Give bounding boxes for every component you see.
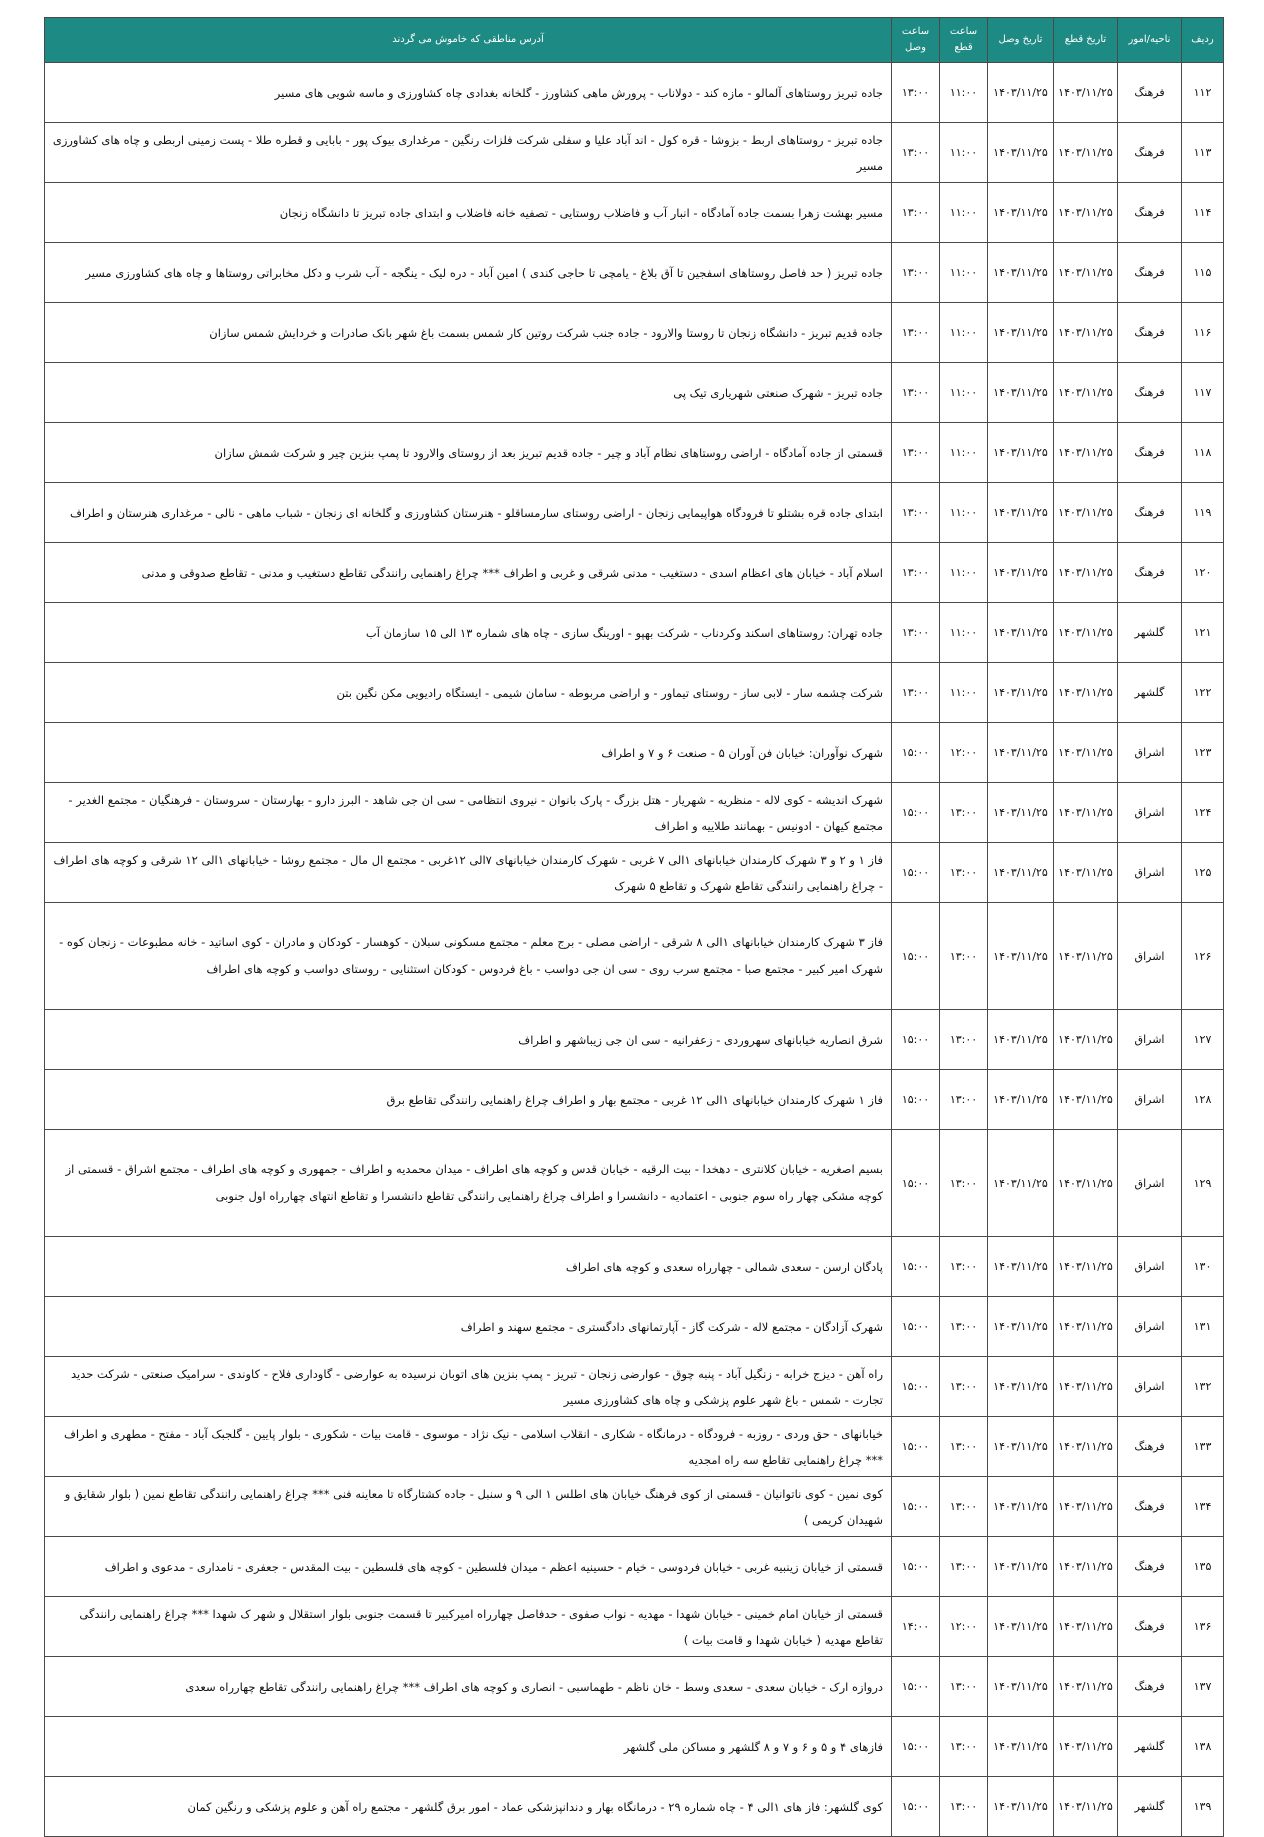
cell-district: فرهنگ [1118,63,1182,123]
cell-connect-time: ۱۵:۰۰ [892,783,940,843]
cell-connect-time: ۱۵:۰۰ [892,1070,940,1130]
table-row [45,1537,1224,1597]
cell-connect-date: ۱۴۰۳/۱۱/۲۵ [988,723,1054,783]
cell-connect-time: ۱۳:۰۰ [892,303,940,363]
cell-row-number: ۱۱۶ [1182,303,1224,363]
cell-connect-date: ۱۴۰۳/۱۱/۲۵ [988,183,1054,243]
cell-connect-time: ۱۳:۰۰ [892,423,940,483]
cell-connect-date: ۱۴۰۳/۱۱/۲۵ [988,1537,1054,1597]
cell-connect-time: ۱۵:۰۰ [892,1130,940,1237]
cell-cut-time: ۱۱:۰۰ [940,63,988,123]
cell-connect-date: ۱۴۰۳/۱۱/۲۵ [988,1777,1054,1837]
cell-cut-time: ۱۳:۰۰ [940,1357,988,1417]
cell-connect-date: ۱۴۰۳/۱۱/۲۵ [988,603,1054,663]
table-row [45,123,1224,183]
cell-district: فرهنگ [1118,1537,1182,1597]
table-row [45,243,1224,303]
cell-district: فرهنگ [1118,543,1182,603]
cell-connect-time: ۱۵:۰۰ [892,1297,940,1357]
cell-cut-date: ۱۴۰۳/۱۱/۲۵ [1054,1070,1118,1130]
header-district: ناحیه/امور [1118,18,1182,63]
cell-address: شهرک اندیشه - کوی لاله - منظریه - شهریار - هتل بزرگ - پارک بانوان - نیروی انتظامی - سی ان جی شاهد - البرز دارو - بهارستان - سروستان - فرهنگیان - مجتمع الغدیر - مجتمع کیهان - ادونیس - بهمانند طلاییه و اطراف [45,783,892,843]
table-row [45,783,1224,843]
cell-district: فرهنگ [1118,1417,1182,1477]
cell-district: فرهنگ [1118,423,1182,483]
cell-connect-time: ۱۳:۰۰ [892,603,940,663]
header-row [45,18,1224,63]
cell-row-number: ۱۲۴ [1182,783,1224,843]
cell-row-number: ۱۳۰ [1182,1237,1224,1297]
cell-address: بسیم اصغریه - خیابان کلانتری - دهخدا - بیت الرقیه - خیابان قدس و کوچه های اطراف - میدان محمدیه و اطراف - جمهوری و کوچه های اطراف - مجتمع اشراق - قسمتی از کوچه مشکی چهار راه سوم جنوبی - اعتمادیه - دانشسرا و اطراف چراغ راهنمایی رانندگی تقاطع دانشسرا و تقاطع انتهای چهارراه اول جنوبی [45,1130,892,1237]
table-row [45,303,1224,363]
cell-cut-date: ۱۴۰۳/۱۱/۲۵ [1054,423,1118,483]
cell-cut-date: ۱۴۰۳/۱۱/۲۵ [1054,903,1118,1010]
cell-address: قسمتی از خیابان امام خمینی - خیابان شهدا - مهدیه - نواب صفوی - حدفاصل چهارراه امیرکبیر تا قسمت جنوبی بلوار استقلال و شهر ک شهدا *** چراغ راهنمایی رانندگی تقاطع مهدیه ( خیابان شهدا و قامت بیات ) [45,1597,892,1657]
table-row [45,1417,1224,1477]
cell-cut-time: ۱۱:۰۰ [940,183,988,243]
cell-cut-date: ۱۴۰۳/۱۱/۲۵ [1054,1237,1118,1297]
cell-cut-date: ۱۴۰۳/۱۱/۲۵ [1054,1130,1118,1237]
cell-cut-time: ۱۱:۰۰ [940,363,988,423]
cell-connect-date: ۱۴۰۳/۱۱/۲۵ [988,1130,1054,1237]
cell-cut-date: ۱۴۰۳/۱۱/۲۵ [1054,63,1118,123]
cell-district: فرهنگ [1118,303,1182,363]
cell-row-number: ۱۱۵ [1182,243,1224,303]
cell-address: راه آهن - دیزج خرابه - زنگیل آباد - پنبه چوق - عوارضی زنجان - تبریز - پمپ بنزین های اتوبان نرسیده به عوارضی - گاوداری فلاح - کاوندی - سرامیک صنعتی - شرکت حدید تجارت - شمس - باغ شهر علوم پزشکی و چاه های کشاورزی مسیر [45,1357,892,1417]
header-cut-time: ساعت قطع [940,18,988,63]
cell-address: جاده قدیم تبریز - دانشگاه زنجان تا روستا والارود - جاده جنب شرکت روتین کار شمس بسمت باغ شهر بانک صادرات و خردایش شمس سازان [45,303,892,363]
cell-cut-date: ۱۴۰۳/۱۱/۲۵ [1054,123,1118,183]
cell-cut-time: ۱۲:۰۰ [940,1597,988,1657]
cell-connect-time: ۱۳:۰۰ [892,63,940,123]
cell-row-number: ۱۲۸ [1182,1070,1224,1130]
cell-connect-time: ۱۵:۰۰ [892,1477,940,1537]
cell-address: قسمتی از خیابان زینبیه غربی - خیابان فردوسی - خیام - حسینیه اعظم - میدان فلسطین - کوچه های فلسطین - بیت المقدس - جعفری - نامداری - مدعوی و اطراف [45,1537,892,1597]
cell-cut-time: ۱۳:۰۰ [940,1417,988,1477]
cell-address: جاده تبریز روستاهای آلمالو - مازه کند - دولاناب - پرورش ماهی کشاورز - گلخانه بغدادی چاه کشاورزی و ماسه شویی های مسیر [45,63,892,123]
cell-row-number: ۱۳۹ [1182,1777,1224,1837]
cell-cut-time: ۱۱:۰۰ [940,483,988,543]
cell-cut-date: ۱۴۰۳/۱۱/۲۵ [1054,1537,1118,1597]
cell-address: دروازه ارک - خیابان سعدی - سعدی وسط - خان ناظم - طهماسبی - انصاری و کوچه های اطراف *** چراغ راهنمایی رانندگی تقاطع چهارراه سعدی [45,1657,892,1717]
cell-address: کوی گلشهر: فاز های ۱الی ۴ - چاه شماره ۲۹ - درمانگاه بهار و دندانپزشکی عماد - امور برق گلشهر - مجتمع راه آهن و علوم پزشکی و رنگین کمان [45,1777,892,1837]
table-row [45,1777,1224,1837]
cell-connect-time: ۱۳:۰۰ [892,123,940,183]
cell-address: جاده تبریز ( حد فاصل روستاهای اسفجین تا آق بلاغ - یامچی تا حاجی کندی ) امین آباد - دره لیک - ینگجه - آب شرب و دکل مخابراتی روستاها و چاه های کشاورزی مسیر [45,243,892,303]
cell-cut-date: ۱۴۰۳/۱۱/۲۵ [1054,1597,1118,1657]
cell-cut-date: ۱۴۰۳/۱۱/۲۵ [1054,543,1118,603]
cell-address: فازهای ۴ و ۵ و ۶ و ۷ و ۸ گلشهر و مساکن ملی گلشهر [45,1717,892,1777]
cell-cut-time: ۱۳:۰۰ [940,1237,988,1297]
cell-district: اشراق [1118,903,1182,1010]
cell-connect-time: ۱۳:۰۰ [892,663,940,723]
cell-row-number: ۱۲۷ [1182,1010,1224,1070]
cell-district: فرهنگ [1118,123,1182,183]
cell-cut-date: ۱۴۰۳/۱۱/۲۵ [1054,1657,1118,1717]
cell-connect-date: ۱۴۰۳/۱۱/۲۵ [988,243,1054,303]
cell-connect-date: ۱۴۰۳/۱۱/۲۵ [988,1597,1054,1657]
cell-cut-time: ۱۳:۰۰ [940,1010,988,1070]
cell-cut-date: ۱۴۰۳/۱۱/۲۵ [1054,1297,1118,1357]
cell-row-number: ۱۲۱ [1182,603,1224,663]
cell-cut-time: ۱۳:۰۰ [940,903,988,1010]
table-row [45,723,1224,783]
cell-district: گلشهر [1118,1717,1182,1777]
table-row [45,483,1224,543]
cell-cut-date: ۱۴۰۳/۱۱/۲۵ [1054,303,1118,363]
cell-cut-time: ۱۳:۰۰ [940,1537,988,1597]
cell-district: اشراق [1118,1357,1182,1417]
cell-district: فرهنگ [1118,183,1182,243]
table-row [45,1070,1224,1130]
cell-address: شرکت چشمه سار - لابی ساز - روستای تیماور - و اراضی مربوطه - سامان شیمی - ایستگاه رادیویی مکن نگین بتن [45,663,892,723]
cell-connect-time: ۱۵:۰۰ [892,1237,940,1297]
cell-connect-date: ۱۴۰۳/۱۱/۲۵ [988,903,1054,1010]
cell-cut-time: ۱۱:۰۰ [940,603,988,663]
cell-district: فرهنگ [1118,1597,1182,1657]
table-row [45,1657,1224,1717]
cell-cut-date: ۱۴۰۳/۱۱/۲۵ [1054,663,1118,723]
table-row [45,1357,1224,1417]
cell-district: اشراق [1118,1070,1182,1130]
cell-connect-time: ۱۳:۰۰ [892,363,940,423]
cell-address: کوی نمین - کوی ناتوانیان - قسمتی از کوی فرهنگ خیابان های اطلس ۱ الی ۹ و سنبل - جاده کشتارگاه تا معاینه فنی *** چراغ راهنمایی رانندگی تقاطع نمین ( بلوار شقایق و شهیدان کریمی ) [45,1477,892,1537]
header-row-number: ردیف [1182,18,1224,63]
cell-district: اشراق [1118,723,1182,783]
cell-address: جاده تبریز - روستاهای اربط - بزوشا - قره کول - اند آباد علیا و سفلی شرکت فلزات رنگین - مرغداری بیوک پور - بابایی و قطره طلا - پست زمینی اربطی و چاه های کشاورزی مسیر [45,123,892,183]
cell-cut-date: ۱۴۰۳/۱۱/۲۵ [1054,483,1118,543]
cell-cut-date: ۱۴۰۳/۱۱/۲۵ [1054,1010,1118,1070]
cell-address: شرق انصاریه خیابانهای سهروردی - زعفرانیه - سی ان جی زیباشهر و اطراف [45,1010,892,1070]
cell-row-number: ۱۳۵ [1182,1537,1224,1597]
cell-cut-date: ۱۴۰۳/۱۱/۲۵ [1054,603,1118,663]
cell-row-number: ۱۱۹ [1182,483,1224,543]
table-row [45,1297,1224,1357]
cell-cut-date: ۱۴۰۳/۱۱/۲۵ [1054,723,1118,783]
cell-cut-time: ۱۲:۰۰ [940,723,988,783]
cell-connect-date: ۱۴۰۳/۱۱/۲۵ [988,843,1054,903]
table-row [45,603,1224,663]
cell-row-number: ۱۳۲ [1182,1357,1224,1417]
cell-cut-time: ۱۱:۰۰ [940,123,988,183]
cell-row-number: ۱۲۹ [1182,1130,1224,1237]
cell-connect-date: ۱۴۰۳/۱۱/۲۵ [988,123,1054,183]
cell-row-number: ۱۱۴ [1182,183,1224,243]
cell-district: اشراق [1118,843,1182,903]
cell-row-number: ۱۲۳ [1182,723,1224,783]
cell-district: اشراق [1118,1130,1182,1237]
cell-connect-date: ۱۴۰۳/۱۱/۲۵ [988,303,1054,363]
cell-connect-date: ۱۴۰۳/۱۱/۲۵ [988,663,1054,723]
cell-cut-time: ۱۳:۰۰ [940,843,988,903]
table-row [45,903,1224,1010]
cell-connect-date: ۱۴۰۳/۱۱/۲۵ [988,423,1054,483]
cell-row-number: ۱۲۰ [1182,543,1224,603]
cell-connect-time: ۱۵:۰۰ [892,1657,940,1717]
cell-connect-time: ۱۵:۰۰ [892,1010,940,1070]
cell-district: اشراق [1118,1297,1182,1357]
cell-address: قسمتی از جاده آمادگاه - اراضی روستاهای نظام آباد و چیر - جاده قدیم تبریز بعد از روستای والارود تا پمپ بنزین چیر و شرکت شمش سازان [45,423,892,483]
table-row [45,1477,1224,1537]
cell-connect-time: ۱۵:۰۰ [892,903,940,1010]
outage-schedule-table [44,17,1224,1837]
cell-connect-date: ۱۴۰۳/۱۱/۲۵ [988,1070,1054,1130]
cell-row-number: ۱۱۷ [1182,363,1224,423]
cell-connect-time: ۱۵:۰۰ [892,1417,940,1477]
cell-district: فرهنگ [1118,363,1182,423]
cell-connect-time: ۱۵:۰۰ [892,843,940,903]
cell-address: فاز ۳ شهرک کارمندان خیابانهای ۱الی ۸ شرقی - اراضی مصلی - برج معلم - مجتمع مسکونی سبلان - کوهسار - کودکان و مادران - کوی اساتید - خانه مطبوعات - زنجان کوه - شهرک امیر کبیر - مجتمع صبا - مجتمع سرب روی - سی ان جی دواسب - باغ فردوس - کودکان استثنایی - روستای دواسب و کوچه های اطراف [45,903,892,1010]
cell-cut-time: ۱۱:۰۰ [940,543,988,603]
cell-cut-time: ۱۳:۰۰ [940,783,988,843]
cell-connect-time: ۱۳:۰۰ [892,183,940,243]
cell-address: جاده تبریز - شهرک صنعتی شهریاری تیک پی [45,363,892,423]
cell-connect-date: ۱۴۰۳/۱۱/۲۵ [988,63,1054,123]
cell-row-number: ۱۳۷ [1182,1657,1224,1717]
cell-connect-date: ۱۴۰۳/۱۱/۲۵ [988,1717,1054,1777]
cell-connect-time: ۱۵:۰۰ [892,1777,940,1837]
cell-connect-time: ۱۵:۰۰ [892,1357,940,1417]
cell-district: اشراق [1118,1010,1182,1070]
cell-cut-time: ۱۱:۰۰ [940,243,988,303]
cell-cut-date: ۱۴۰۳/۱۱/۲۵ [1054,183,1118,243]
cell-connect-time: ۱۵:۰۰ [892,1717,940,1777]
cell-address: شهرک آزادگان - مجتمع لاله - شرکت گاز - آپارتمانهای دادگستری - مجتمع سهند و اطراف [45,1297,892,1357]
table-row [45,1010,1224,1070]
cell-row-number: ۱۲۵ [1182,843,1224,903]
table-row [45,543,1224,603]
cell-district: فرهنگ [1118,243,1182,303]
header-address: آدرس مناطقی که خاموش می گردند [45,18,892,63]
cell-connect-time: ۱۳:۰۰ [892,243,940,303]
cell-address: جاده تهران: روستاهای اسکند وکردناب - شرکت بهپو - اورینگ سازی - چاه های شماره ۱۳ الی ۱۵ سازمان آب [45,603,892,663]
cell-district: فرهنگ [1118,1657,1182,1717]
cell-connect-date: ۱۴۰۳/۱۱/۲۵ [988,483,1054,543]
cell-address: فاز ۱ شهرک کارمندان خیابانهای ۱الی ۱۲ غربی - مجتمع بهار و اطراف چراغ راهنمایی رانندگی تقاطع برق [45,1070,892,1130]
cell-connect-time: ۱۵:۰۰ [892,723,940,783]
cell-connect-date: ۱۴۰۳/۱۱/۲۵ [988,1297,1054,1357]
cell-connect-date: ۱۴۰۳/۱۱/۲۵ [988,1657,1054,1717]
cell-district: گلشهر [1118,1777,1182,1837]
cell-cut-date: ۱۴۰۳/۱۱/۲۵ [1054,1357,1118,1417]
cell-cut-time: ۱۱:۰۰ [940,423,988,483]
cell-cut-time: ۱۱:۰۰ [940,303,988,363]
cell-row-number: ۱۱۳ [1182,123,1224,183]
table-row [45,1237,1224,1297]
table-row [45,663,1224,723]
cell-connect-date: ۱۴۰۳/۱۱/۲۵ [988,1237,1054,1297]
table-row [45,1717,1224,1777]
cell-row-number: ۱۳۸ [1182,1717,1224,1777]
table-row [45,843,1224,903]
cell-address: پادگان ارسن - سعدی شمالی - چهارراه سعدی و کوچه های اطراف [45,1237,892,1297]
cell-cut-date: ۱۴۰۳/۱۱/۲۵ [1054,1717,1118,1777]
table-row [45,1130,1224,1237]
header-cut-date: تاریخ قطع [1054,18,1118,63]
cell-cut-time: ۱۳:۰۰ [940,1477,988,1537]
cell-address: ابتدای جاده قره بشتلو تا فرودگاه هواپیمایی زنجان - اراضی روستای سارمساقلو - هنرستان کشاورزی و گلخانه ای زنجان - شباب ماهی - نالی - مرغداری هنرستان و اطراف [45,483,892,543]
cell-row-number: ۱۳۶ [1182,1597,1224,1657]
table-row [45,363,1224,423]
header-connect-time: ساعت وصل [892,18,940,63]
cell-connect-date: ۱۴۰۳/۱۱/۲۵ [988,363,1054,423]
cell-cut-time: ۱۳:۰۰ [940,1777,988,1837]
cell-cut-time: ۱۳:۰۰ [940,1717,988,1777]
cell-row-number: ۱۲۲ [1182,663,1224,723]
table-row [45,1597,1224,1657]
cell-cut-date: ۱۴۰۳/۱۱/۲۵ [1054,363,1118,423]
cell-address: فاز ۱ و ۲ و ۳ شهرک کارمندان خیابانهای ۱الی ۷ غربی - شهرک کارمندان خیابانهای ۷الی ۱۲غربی - مجتمع ال مال - مجتمع روشا - خیابانهای ۱الی ۱۲ شرقی و کوچه های اطراف - چراغ راهنمایی رانندگی تقاطع شهرک و تقاطع ۵ شهرک [45,843,892,903]
cell-connect-date: ۱۴۰۳/۱۱/۲۵ [988,1417,1054,1477]
cell-row-number: ۱۳۳ [1182,1417,1224,1477]
cell-connect-date: ۱۴۰۳/۱۱/۲۵ [988,783,1054,843]
cell-address: شهرک نوآوران: خیابان فن آوران ۵ - صنعت ۶ و ۷ و اطراف [45,723,892,783]
cell-cut-date: ۱۴۰۳/۱۱/۲۵ [1054,1777,1118,1837]
cell-address: خیابانهای - حق وردی - روزبه - فرودگاه - درمانگاه - شکاری - انقلاب اسلامی - نیک نژاد - موسوی - قامت بیات - شکوری - بلوار پایین - گلجبک آباد - مفتح - مطهری و اطراف *** چراغ راهنمایی تقاطع سه راه امجدیه [45,1417,892,1477]
cell-district: فرهنگ [1118,1477,1182,1537]
cell-cut-time: ۱۳:۰۰ [940,1070,988,1130]
cell-district: گلشهر [1118,603,1182,663]
cell-connect-date: ۱۴۰۳/۱۱/۲۵ [988,1357,1054,1417]
cell-row-number: ۱۱۲ [1182,63,1224,123]
cell-cut-date: ۱۴۰۳/۱۱/۲۵ [1054,843,1118,903]
cell-row-number: ۱۳۴ [1182,1477,1224,1537]
header-connect-date: تاریخ وصل [988,18,1054,63]
cell-cut-time: ۱۳:۰۰ [940,1130,988,1237]
cell-connect-time: ۱۳:۰۰ [892,483,940,543]
cell-row-number: ۱۲۶ [1182,903,1224,1010]
cell-connect-date: ۱۴۰۳/۱۱/۲۵ [988,1010,1054,1070]
table-row [45,63,1224,123]
cell-district: فرهنگ [1118,483,1182,543]
cell-district: گلشهر [1118,663,1182,723]
cell-connect-time: ۱۵:۰۰ [892,1537,940,1597]
cell-cut-time: ۱۳:۰۰ [940,1297,988,1357]
cell-address: مسیر بهشت زهرا بسمت جاده آمادگاه - انبار آب و فاضلاب روستایی - تصفیه خانه فاضلاب و ابتدای جاده تبریز تا دانشگاه زنجان [45,183,892,243]
cell-cut-date: ۱۴۰۳/۱۱/۲۵ [1054,243,1118,303]
cell-cut-time: ۱۳:۰۰ [940,1657,988,1717]
cell-district: اشراق [1118,783,1182,843]
cell-connect-date: ۱۴۰۳/۱۱/۲۵ [988,1477,1054,1537]
cell-connect-time: ۱۳:۰۰ [892,543,940,603]
cell-cut-time: ۱۱:۰۰ [940,663,988,723]
cell-address: اسلام آباد - خیابان های اعظام اسدی - دستغیب - مدنی شرقی و غربی و اطراف *** چراغ راهنمایی رانندگی تقاطع دستغیب و مدنی - تقاطع صدوقی و مدنی [45,543,892,603]
cell-row-number: ۱۳۱ [1182,1297,1224,1357]
cell-district: اشراق [1118,1237,1182,1297]
table-row [45,423,1224,483]
cell-cut-date: ۱۴۰۳/۱۱/۲۵ [1054,1477,1118,1537]
cell-connect-time: ۱۴:۰۰ [892,1597,940,1657]
cell-cut-date: ۱۴۰۳/۱۱/۲۵ [1054,1417,1118,1477]
cell-connect-date: ۱۴۰۳/۱۱/۲۵ [988,543,1054,603]
cell-cut-date: ۱۴۰۳/۱۱/۲۵ [1054,783,1118,843]
cell-row-number: ۱۱۸ [1182,423,1224,483]
table-row [45,183,1224,243]
